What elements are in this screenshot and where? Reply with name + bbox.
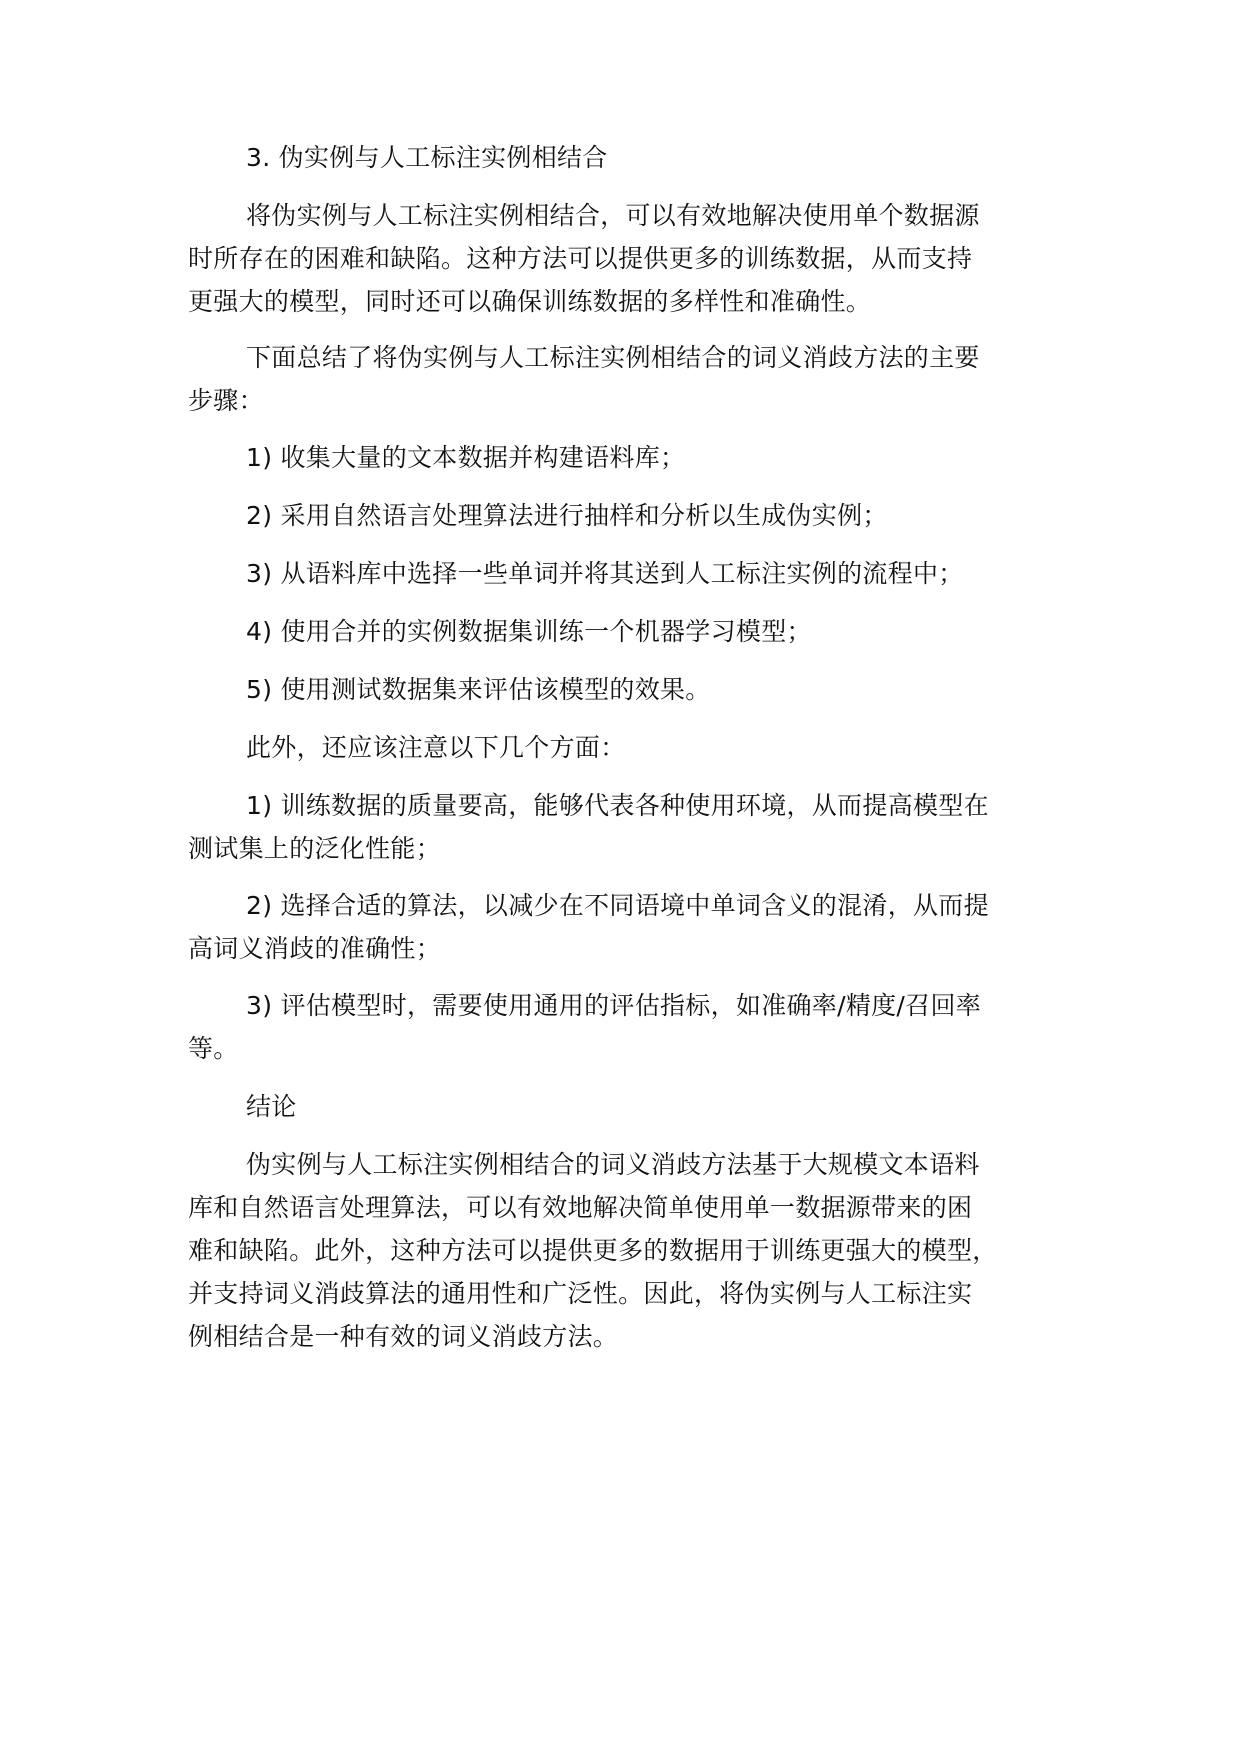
note-item: 等。: [188, 1034, 239, 1063]
step-item: 5) 使用测试数据集来评估该模型的效果。: [246, 675, 711, 704]
section-heading: 3. 伪实例与人工标注实例相结合: [246, 143, 608, 172]
step-item: 1) 收集大量的文本数据并构建语料库；: [246, 443, 686, 472]
conclusion-line: 例相结合是一种有效的词义消歧方法。: [188, 1322, 619, 1351]
intro-line: 将伪实例与人工标注实例相结合，可以有效地解决使用单个数据源: [246, 201, 980, 230]
intro-line: 时所存在的困难和缺陷。这种方法可以提供更多的训练数据，从而支持: [188, 244, 973, 273]
step-item: 3) 从语料库中选择一些单词并将其送到人工标注实例的流程中；: [246, 559, 964, 588]
intro-line: 更强大的模型，同时还可以确保训练数据的多样性和准确性。: [188, 287, 872, 316]
summary-intro-line: 步骤：: [188, 386, 264, 415]
step-item: 2) 采用自然语言处理算法进行抽样和分析以生成伪实例；: [246, 501, 888, 530]
notes-intro: 此外，还应该注意以下几个方面：: [246, 733, 626, 762]
note-item: 2) 选择合适的算法，以减少在不同语境中单词含义的混淆，从而提: [246, 891, 989, 920]
conclusion-line: 库和自然语言处理算法，可以有效地解决简单使用单一数据源带来的困: [188, 1193, 973, 1222]
summary-intro-line: 下面总结了将伪实例与人工标注实例相结合的词义消歧方法的主要: [246, 343, 980, 372]
conclusion-line: 伪实例与人工标注实例相结合的词义消歧方法基于大规模文本语料: [246, 1150, 980, 1179]
note-item: 1) 训练数据的质量要高，能够代表各种使用环境，从而提高模型在: [246, 791, 989, 820]
note-item: 测试集上的泛化性能；: [188, 834, 442, 863]
note-item: 3) 评估模型时，需要使用通用的评估指标，如准确率/精度/召回率: [246, 991, 982, 1020]
conclusion-line: 并支持词义消歧算法的通用性和广泛性。因此，将伪实例与人工标注实: [188, 1279, 973, 1308]
note-item: 高词义消歧的准确性；: [188, 934, 442, 963]
conclusion-heading: 结论: [246, 1092, 297, 1121]
conclusion-line: 难和缺陷。此外，这种方法可以提供更多的数据用于训练更强大的模型，: [188, 1236, 998, 1265]
step-item: 4) 使用合并的实例数据集训练一个机器学习模型；: [246, 617, 812, 646]
